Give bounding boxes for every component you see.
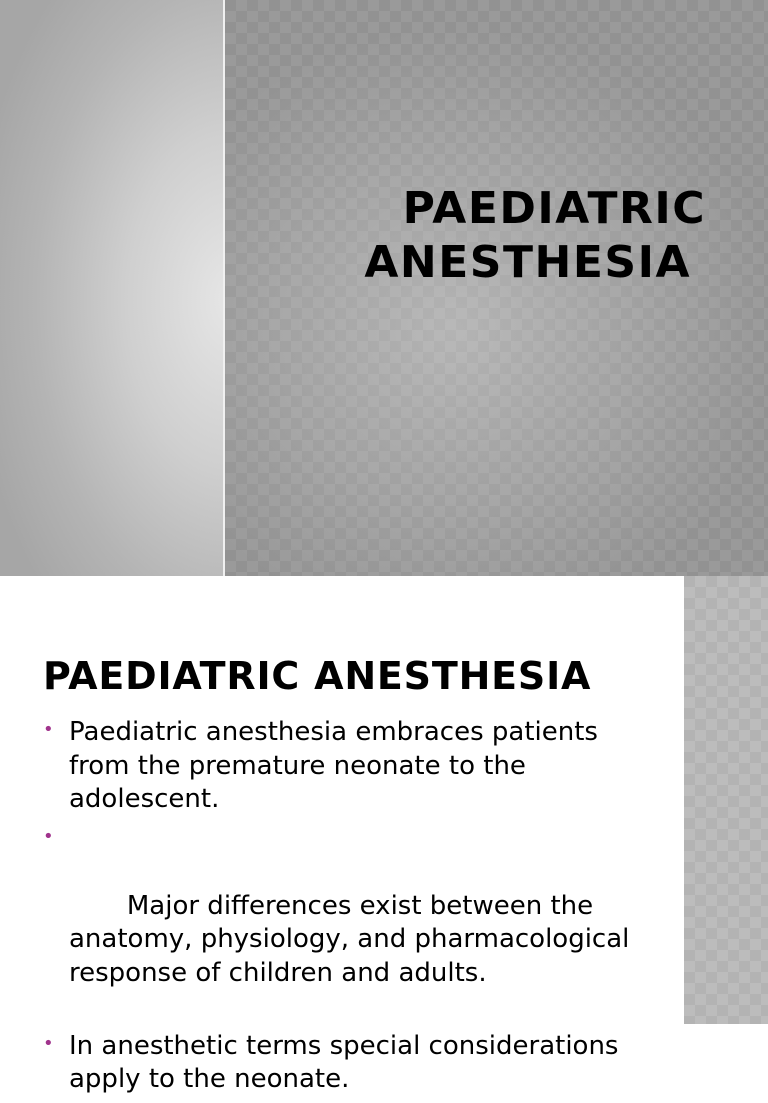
- bullet-item: [43, 716, 643, 817]
- title-slide-left-panel: [0, 0, 223, 576]
- bullet-icon: •: [43, 825, 54, 847]
- slide-title: [286, 182, 706, 290]
- slide-title-line-1: PAEDIATRIC: [402, 183, 706, 234]
- content-slide: [0, 576, 768, 1094]
- bullet-icon: •: [43, 719, 54, 740]
- bullet-icon: •: [43, 1032, 54, 1054]
- slide-title-line-2: ANESTHESIA: [364, 237, 691, 288]
- bullet-text: Paediatric anesthesia embraces patients from the premature neonate to the adolescent.: [69, 717, 598, 814]
- bullet-item: [43, 823, 643, 1024]
- bullet-list: [43, 716, 643, 1103]
- content-slide-heading: PAEDIATRIC ANESTHESIA: [43, 654, 592, 698]
- bullet-item: [43, 1030, 643, 1097]
- decorative-side-strip: [684, 576, 768, 1024]
- bullet-text: In anesthetic terms special considerations apply to the neonate.: [69, 1030, 619, 1094]
- bullet-text: Major differences exist between the anatomy, physiology, and pharmacological response of children and adults.: [69, 890, 638, 988]
